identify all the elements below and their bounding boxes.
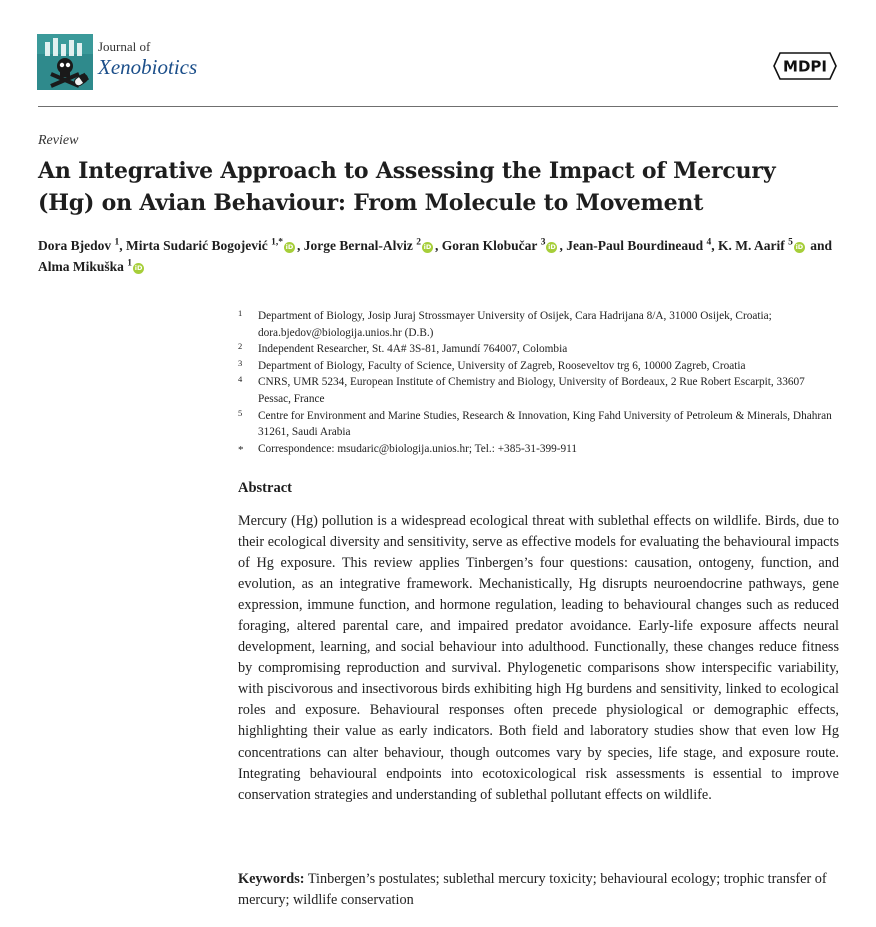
- author-affiliation-mark: 2: [416, 237, 421, 248]
- author: [38, 238, 119, 253]
- mdpi-logo-icon: [772, 47, 838, 85]
- abstract-heading: Abstract: [238, 480, 292, 496]
- author-affiliation-mark: 5: [788, 237, 793, 248]
- affiliation-text: Centre for Environment and Marine Studies, Research & Innovation, King Fahd University of Petroleum & Minerals, Dhahran 31261, Saudi Arabia: [258, 409, 832, 439]
- author: [126, 238, 297, 253]
- author-affiliation-mark: 1: [114, 237, 120, 248]
- affiliation-text: Department of Biology, Josip Juraj Strossmayer University of Osijek, Cara Hadrijana 8/A, 31000 Osijek, Croatia; dora.bjedov@biologija.unios.hr (D.B.): [258, 310, 772, 339]
- author-name: Dora Bjedov: [38, 238, 112, 253]
- affiliation-item: [238, 308, 838, 341]
- correspondence: [238, 441, 838, 458]
- article-title: An Integrative Approach to Assessing the Impact of Mercury (Hg) on Avian Behaviour: From Molecule to Movement: [38, 158, 776, 216]
- publisher-name: MDPI: [783, 57, 827, 76]
- affiliation-number: 4: [238, 374, 243, 385]
- abstract-text: Mercury (Hg) pollution is a widespread ecological threat with sublethal effects on wildlife. Birds, due to their ecological diversity and sensitivity, serve as effective models for evaluating the behavioural impacts of Hg exposure. This review applies Tinbergen’s four questions: causation, ontogeny, function, and evolution, as an integrative framework. Mechanistically, Hg disrupts neuroendocrine pathways, gene expression, immune function, and hormone regulation, leading to behavioural changes such as reduced foraging, altered parental care, and impaired predator avoidance. Early-life exposure affects neural development, learning, and social behaviour into adulthood. Functionally, these changes reduce fitness by compromising reproduction and survival. Phylogenetic comparisons show interspecific variability, with piscivorous and insectivorous birds exhibiting high Hg burdens and sensitivity, linked to ecological roles and exposure. Behavioural responses often precede physiological or demographic effects, highlighting their value as early indicators. Both field and laboratory studies show that even low Hg concentrations can alter behaviour, though outcomes vary by species, life stage, and exposure route. Integrating behavioural endpoints into ecotoxicological risk assessments is essential to improve conservation strategies and understanding of sublethal pollutant effects on wildlife.: [238, 513, 839, 803]
- affiliation-number: *: [238, 443, 244, 456]
- orcid-icon[interactable]: iD: [134, 264, 143, 272]
- orcid-icon[interactable]: iD: [548, 243, 556, 251]
- affiliations: [238, 308, 838, 457]
- author-name: Mirta Sudarić Bogojević: [126, 238, 268, 253]
- journal-logo-icon: [37, 34, 93, 90]
- affiliation-item: [238, 341, 838, 358]
- affiliation-item: [238, 408, 838, 441]
- article-type: Review: [38, 133, 79, 148]
- keywords-label: Keywords:: [238, 871, 305, 887]
- author: [718, 238, 807, 253]
- journal-name: Xenobiotics: [98, 55, 198, 79]
- affiliation-text: Department of Biology, Faculty of Science, University of Zagreb, Rooseveltov trg 6, 10000 Zagreb, Croatia: [258, 359, 746, 372]
- journal-prefix: Journal of: [98, 39, 151, 54]
- author: [304, 238, 435, 253]
- orcid-icon[interactable]: iD: [795, 243, 804, 251]
- affiliation-number: 1: [238, 308, 243, 318]
- author-affiliation-mark: 4: [706, 237, 712, 248]
- author-name: Goran Klobučar: [441, 238, 538, 253]
- author-affiliation-mark: 3: [540, 237, 546, 248]
- keywords-text: Tinbergen’s postulates; sublethal mercury toxicity; behavioural ecology; trophic transfer of mercury; wildlife conservation: [238, 871, 827, 908]
- author: [38, 259, 146, 274]
- keywords: [238, 869, 839, 911]
- author-affiliation-mark: 1,*: [271, 237, 283, 248]
- author-name: Alma Mikuška: [38, 259, 124, 274]
- affiliation-text: Correspondence: msudaric@biologija.unios.hr; Tel.: +385-31-399-911: [258, 442, 578, 455]
- affiliation-number: 3: [238, 357, 243, 368]
- author-list: Dora Bjedov $^1$, Mirta Sudarić Bogojević $^{1,*}$ iD , Jorge Bernal-Alviz $^2$ iD , Goran Klobučar $^3$ iD , Jean-Paul Bourdineaud $^4$, K. M. Aarif $^5$ iD and Alma Mikuška $^1$ iD: [38, 237, 833, 274]
- author: [442, 238, 560, 253]
- affiliation-item: [238, 358, 838, 375]
- affiliation-text: Independent Researcher, St. 4A# 3S-81, Jamundí 764007, Colombia: [258, 343, 568, 356]
- author: [566, 238, 711, 253]
- orcid-icon[interactable]: iD: [285, 243, 294, 251]
- affiliation-text: CNRS, UMR 5234, European Institute of Chemistry and Biology, University of Bordeaux, 2 Rue Robert Escarpit, 33607 Pessac, France: [258, 376, 805, 405]
- author-name: K. M. Aarif: [718, 238, 785, 253]
- author-name: Jorge Bernal-Alviz: [303, 238, 413, 253]
- orcid-icon[interactable]: iD: [423, 243, 432, 251]
- author-name: Jean-Paul Bourdineaud: [566, 238, 704, 253]
- header-divider: [38, 106, 838, 107]
- affiliation-item: [238, 374, 838, 407]
- affiliation-number: 5: [238, 407, 243, 418]
- journal-title: [98, 40, 197, 78]
- author-affiliation-mark: 1: [127, 258, 133, 269]
- affiliation-number: 2: [238, 341, 243, 352]
